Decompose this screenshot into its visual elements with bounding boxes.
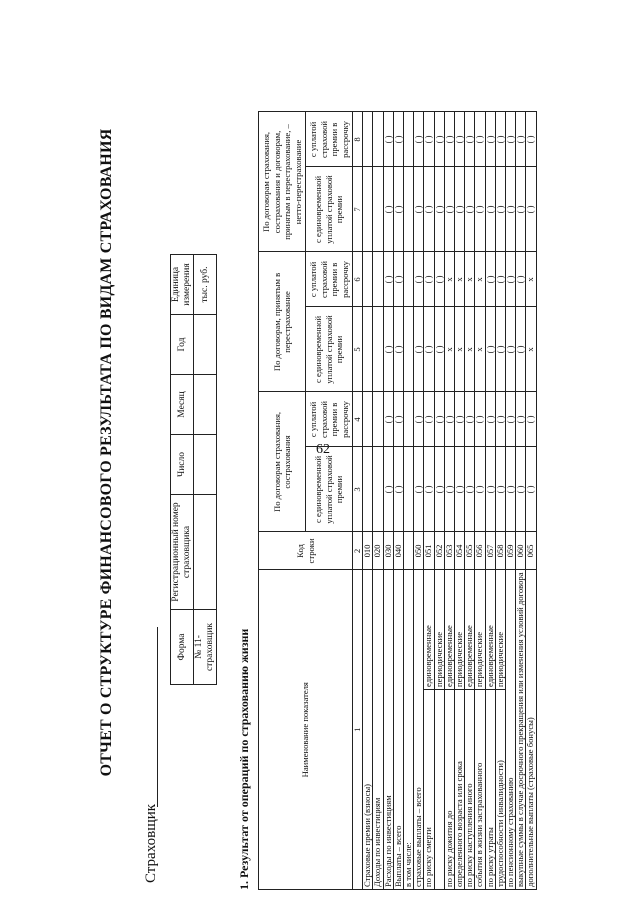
value-cell: [373, 307, 383, 392]
row-indicator: по риску смерти: [424, 690, 434, 890]
col-number: 1: [353, 570, 363, 890]
value-cell: x: [475, 252, 485, 307]
value-cell: ( ): [485, 112, 495, 167]
value-cell: [404, 447, 414, 532]
value-cell: [363, 167, 373, 252]
value-cell: ( ): [393, 447, 403, 532]
row-subtype: периодические: [495, 570, 505, 690]
col-lump-header: с единовременной уплатой страховой премии: [306, 307, 353, 392]
value-cell: ( ): [414, 252, 424, 307]
col-indicator-header: Наименование показателя: [259, 570, 353, 890]
report-title: ОТЧЕТ О СТРУКТУРЕ ФИНАНСОВОГО РЕЗУЛЬТАТА ПО ВИДАМ СТРАХОВАНИЯ: [98, 128, 115, 777]
row-indicator: Доходы по инвестициям: [373, 570, 383, 890]
value-cell: ( ): [506, 307, 516, 392]
value-cell: ( ): [516, 307, 526, 392]
value-cell: [373, 392, 383, 447]
value-cell: [404, 392, 414, 447]
row-subtype: периодические: [475, 570, 485, 690]
col-install-header: с уплатой страховой премии в рассрочку: [306, 392, 353, 447]
value-cell: ( ): [516, 392, 526, 447]
value-cell: ( ): [495, 112, 505, 167]
value-cell: ( ): [383, 167, 393, 252]
reg-number-cell: [194, 495, 217, 610]
value-cell: ( ): [393, 112, 403, 167]
value-cell: [404, 167, 414, 252]
row-code: 056: [475, 532, 485, 570]
value-cell: ( ): [434, 392, 444, 447]
value-cell: ( ): [455, 167, 465, 252]
col-number: 8: [353, 112, 363, 167]
value-cell: ( ): [516, 252, 526, 307]
value-cell: ( ): [465, 447, 475, 532]
value-cell: [373, 252, 383, 307]
row-indicator: Страховые премии (взносы): [363, 570, 373, 890]
value-cell: ( ): [485, 167, 495, 252]
value-cell: [373, 112, 383, 167]
table-row: [465, 112, 475, 890]
value-cell: x: [455, 252, 465, 307]
month-label: Месяц: [171, 375, 194, 435]
year-cell: [194, 315, 217, 375]
value-cell: [363, 112, 373, 167]
table-row: [506, 112, 516, 890]
col-number: 7: [353, 167, 363, 252]
form-label: Форма: [171, 610, 194, 685]
col-number: 4: [353, 392, 363, 447]
unit-label: Единица измерения: [171, 255, 194, 315]
value-cell: ( ): [393, 392, 403, 447]
value-cell: ( ): [393, 252, 403, 307]
value-cell: [373, 447, 383, 532]
value-cell: ( ): [506, 252, 516, 307]
value-cell: ( ): [506, 167, 516, 252]
value-cell: ( ): [424, 252, 434, 307]
value-cell: ( ): [424, 392, 434, 447]
value-cell: ( ): [414, 447, 424, 532]
unit-value: тыс. руб.: [194, 255, 217, 315]
value-cell: ( ): [495, 167, 505, 252]
col-number: 3: [353, 447, 363, 532]
value-cell: ( ): [383, 252, 393, 307]
row-indicator: выкупные суммы в случае досрочного прекращения или изменения условий договора: [516, 570, 526, 890]
value-cell: [404, 252, 414, 307]
reg-number-label: Регистрационный номер страховщика: [171, 495, 194, 610]
value-cell: ( ): [475, 392, 485, 447]
value-cell: x: [526, 252, 536, 307]
value-cell: ( ): [526, 447, 536, 532]
value-cell: x: [465, 307, 475, 392]
row-code: 040: [393, 532, 403, 570]
value-cell: ( ): [495, 307, 505, 392]
value-cell: ( ): [526, 392, 536, 447]
value-cell: ( ): [414, 167, 424, 252]
value-cell: ( ): [383, 307, 393, 392]
value-cell: ( ): [434, 307, 444, 392]
value-cell: ( ): [465, 167, 475, 252]
value-cell: ( ): [475, 167, 485, 252]
table-row: [495, 112, 505, 890]
value-cell: ( ): [434, 447, 444, 532]
value-cell: ( ): [444, 167, 454, 252]
row-code: 053: [444, 532, 454, 570]
value-cell: x: [444, 307, 454, 392]
row-code: 050: [414, 532, 424, 570]
row-indicator: по риску наступления иного: [465, 690, 475, 890]
table-row: [414, 112, 424, 890]
value-cell: ( ): [444, 392, 454, 447]
value-cell: ( ): [516, 447, 526, 532]
value-cell: ( ): [526, 112, 536, 167]
table-row: [526, 112, 536, 890]
value-cell: ( ): [485, 447, 495, 532]
section-title: 1. Результат от операций по страхованию жизни: [237, 628, 251, 890]
value-cell: x: [526, 307, 536, 392]
row-code: [404, 532, 414, 570]
value-cell: ( ): [414, 307, 424, 392]
col-group3-header: По договорам страхования, сострахования и договорам, принятым в перестрахование, – нетто-перестрахование: [259, 112, 306, 252]
year-label: Год: [171, 315, 194, 375]
col-code-header: Код строки: [259, 532, 353, 570]
value-cell: x: [444, 252, 454, 307]
row-indicator: по риску дожития до: [444, 690, 454, 890]
table-row: [434, 112, 444, 890]
value-cell: ( ): [383, 112, 393, 167]
col-lump-header: с единовременной уплатой страховой премии: [306, 167, 353, 252]
row-code: 059: [506, 532, 516, 570]
day-cell: [194, 435, 217, 495]
row-code: 030: [383, 532, 393, 570]
value-cell: ( ): [475, 112, 485, 167]
value-cell: ( ): [526, 167, 536, 252]
value-cell: ( ): [495, 392, 505, 447]
value-cell: ( ): [424, 307, 434, 392]
row-code: 051: [424, 532, 434, 570]
value-cell: ( ): [424, 167, 434, 252]
value-cell: ( ): [383, 447, 393, 532]
row-code: 058: [495, 532, 505, 570]
results-table: [258, 111, 537, 890]
value-cell: ( ): [495, 447, 505, 532]
form-value: № 11-страховщик: [194, 610, 217, 685]
day-label: Число: [171, 435, 194, 495]
col-number: 6: [353, 252, 363, 307]
value-cell: ( ): [444, 447, 454, 532]
value-cell: ( ): [465, 112, 475, 167]
table-row: [373, 112, 383, 890]
row-indicator: по пенсионному страхованию: [506, 570, 516, 890]
value-cell: [404, 307, 414, 392]
month-cell: [194, 375, 217, 435]
row-indicator: события в жизни застрахованного: [475, 690, 485, 890]
row-subtype: единовременные: [465, 570, 475, 690]
row-indicator: трудоспособности (инвалидности): [495, 690, 505, 890]
row-indicator: определенного возраста или срока: [455, 690, 465, 890]
row-code: 010: [363, 532, 373, 570]
row-code: 055: [465, 532, 475, 570]
value-cell: x: [475, 307, 485, 392]
value-cell: ( ): [516, 167, 526, 252]
insurer-label: Страховщик: [143, 803, 159, 883]
row-indicator: по риску утраты: [485, 690, 495, 890]
value-cell: ( ): [414, 112, 424, 167]
header-table: [170, 254, 217, 685]
value-cell: x: [455, 307, 465, 392]
row-indicator: страховые выплаты – всего: [414, 570, 424, 890]
col-install-header: с уплатой страховой премии в рассрочку: [306, 112, 353, 167]
row-indicator: Выплаты – всего: [393, 570, 403, 890]
value-cell: ( ): [516, 112, 526, 167]
row-indicator: дополнительные выплаты (страховые бонусы): [526, 570, 536, 890]
col-group2-header: По договорам, принятым в перестрахование: [259, 252, 306, 392]
value-cell: ( ): [485, 392, 495, 447]
row-indicator: Расходы по инвестициям: [383, 570, 393, 890]
value-cell: ( ): [424, 447, 434, 532]
col-lump-header: с единовременной уплатой страховой премии: [306, 447, 353, 532]
table-row: [424, 112, 434, 890]
value-cell: ( ): [485, 307, 495, 392]
table-row: [455, 112, 465, 890]
row-subtype: периодические: [434, 570, 444, 690]
page-number: 62: [316, 442, 330, 457]
value-cell: x: [465, 252, 475, 307]
value-cell: ( ): [444, 112, 454, 167]
row-subtype: единовременные: [485, 570, 495, 690]
value-cell: [404, 112, 414, 167]
row-subtype: единовременные: [444, 570, 454, 690]
row-code: 065: [526, 532, 536, 570]
value-cell: [363, 392, 373, 447]
value-cell: ( ): [455, 112, 465, 167]
row-code: 054: [455, 532, 465, 570]
table-row: [444, 112, 454, 890]
row-indicator: в том числе:: [404, 570, 414, 890]
value-cell: ( ): [414, 392, 424, 447]
row-code: 057: [485, 532, 495, 570]
col-number: 5: [353, 307, 363, 392]
col-number: 2: [353, 532, 363, 570]
value-cell: ( ): [434, 252, 444, 307]
table-row: [516, 112, 526, 890]
col-group1-header: По договорам страхования, сострахования: [259, 392, 306, 532]
value-cell: ( ): [506, 447, 516, 532]
table-row: [404, 112, 414, 890]
table-row: [475, 112, 485, 890]
value-cell: ( ): [465, 392, 475, 447]
table-row: [363, 112, 373, 890]
value-cell: ( ): [455, 392, 465, 447]
value-cell: ( ): [434, 167, 444, 252]
value-cell: ( ): [424, 112, 434, 167]
row-subtype: единовременные: [424, 570, 434, 690]
insurer-field-line: [157, 627, 158, 807]
value-cell: ( ): [383, 392, 393, 447]
col-install-header: с уплатой страховой премии в рассрочку: [306, 252, 353, 307]
table-body: [363, 112, 536, 890]
value-cell: ( ): [455, 447, 465, 532]
row-code: 060: [516, 532, 526, 570]
value-cell: ( ): [393, 307, 403, 392]
value-cell: [373, 167, 383, 252]
table-row: [485, 112, 495, 890]
row-code: 052: [434, 532, 444, 570]
table-row: [383, 112, 393, 890]
row-indicator: [434, 690, 444, 890]
value-cell: ( ): [475, 447, 485, 532]
table-row: [393, 112, 403, 890]
value-cell: [363, 447, 373, 532]
value-cell: ( ): [506, 112, 516, 167]
value-cell: ( ): [434, 112, 444, 167]
value-cell: ( ): [495, 252, 505, 307]
row-subtype: периодические: [455, 570, 465, 690]
value-cell: [363, 307, 373, 392]
value-cell: [363, 252, 373, 307]
value-cell: ( ): [485, 252, 495, 307]
value-cell: ( ): [506, 392, 516, 447]
row-code: 020: [373, 532, 383, 570]
value-cell: ( ): [393, 167, 403, 252]
